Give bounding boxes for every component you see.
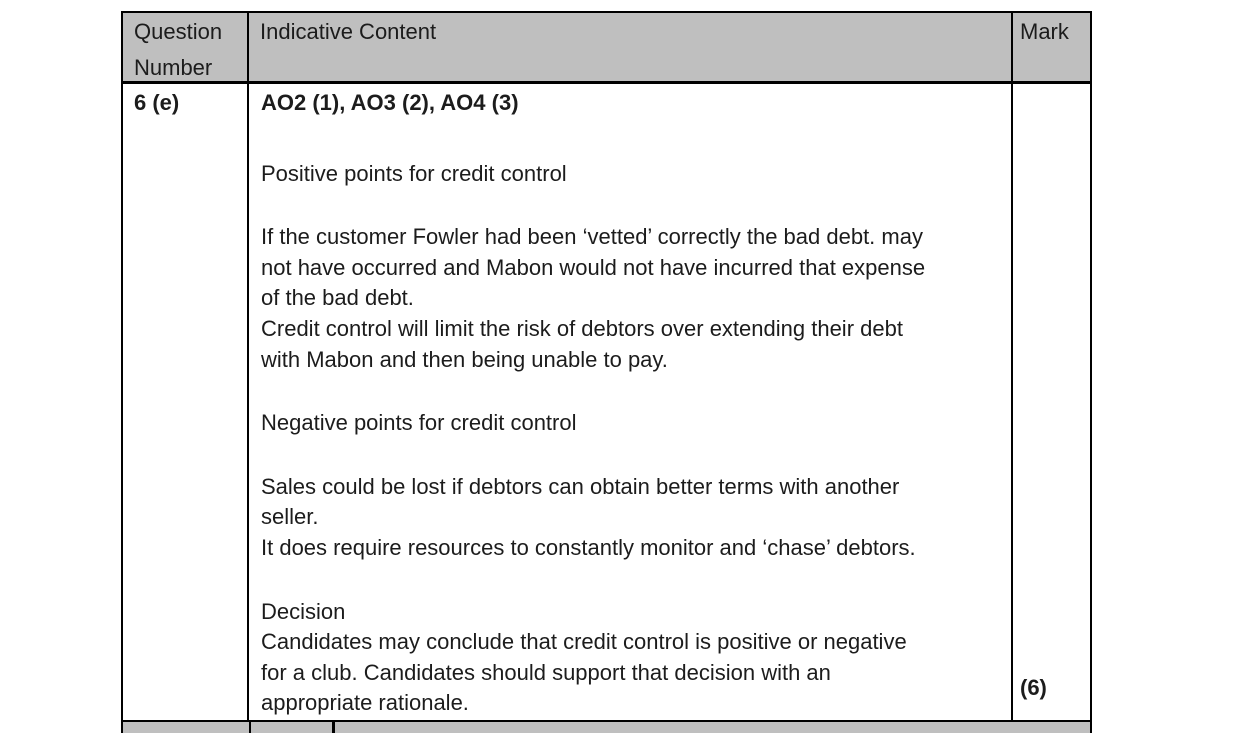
- content-block: [261, 472, 1009, 533]
- content-block: [261, 533, 1009, 564]
- content-line: appropriate rationale.: [261, 690, 469, 716]
- content-block: [261, 597, 1009, 628]
- question-number-cell: 6 (e): [123, 84, 249, 720]
- content-line: not have occurred and Mabon would not have incurred that expense: [261, 254, 926, 280]
- content-line: for a club. Candidates should support that decision with an: [261, 659, 831, 685]
- content-block: [261, 88, 1009, 119]
- next-row-question-cell-partial: [123, 722, 251, 733]
- header-mark: Mark: [1020, 19, 1069, 44]
- content-block: [261, 627, 1009, 719]
- mark-value: (6): [1020, 675, 1047, 700]
- content-line: Decision: [261, 598, 346, 624]
- indicative-content-cell: [249, 84, 1013, 720]
- content-line: seller.: [261, 504, 319, 530]
- content-line: of the bad debt.: [261, 285, 414, 311]
- content-line: Candidates may conclude that credit control is positive or negative: [261, 629, 907, 655]
- content-line: If the customer Fowler had been ‘vetted’ correctly the bad debt. may: [261, 224, 923, 250]
- content-line: with Mabon and then being unable to pay.: [261, 346, 668, 372]
- header-question-number-line2: Number: [134, 55, 213, 80]
- header-question-number: [123, 13, 249, 81]
- header-question-number-line1: Question: [134, 19, 223, 44]
- content-line: Sales could be lost if debtors can obtain better terms with another: [261, 473, 900, 499]
- content-line: It does require resources to constantly monitor and ‘chase’ debtors.: [261, 534, 916, 560]
- mark-scheme-table: [121, 11, 1092, 733]
- content-block: [261, 222, 1009, 314]
- content-line: Positive points for credit control: [261, 160, 567, 186]
- content-block: [261, 314, 1009, 375]
- next-row-sub-cell-partial: [251, 722, 335, 733]
- next-row-partial: [123, 720, 1090, 733]
- content-line: Credit control will limit the risk of debtors over extending their debt: [261, 315, 903, 341]
- table-body-row: [123, 84, 1090, 720]
- content-block: [261, 159, 1009, 190]
- header-indicative-content: Indicative Content: [249, 13, 1013, 81]
- mark-cell: [1013, 84, 1090, 720]
- next-row-content-cell-partial: [335, 722, 1090, 733]
- table-header-row: [123, 13, 1090, 84]
- content-line: AO2 (1), AO3 (2), AO4 (3): [261, 90, 519, 115]
- content-line: Negative points for credit control: [261, 410, 577, 436]
- content-block: [261, 408, 1009, 439]
